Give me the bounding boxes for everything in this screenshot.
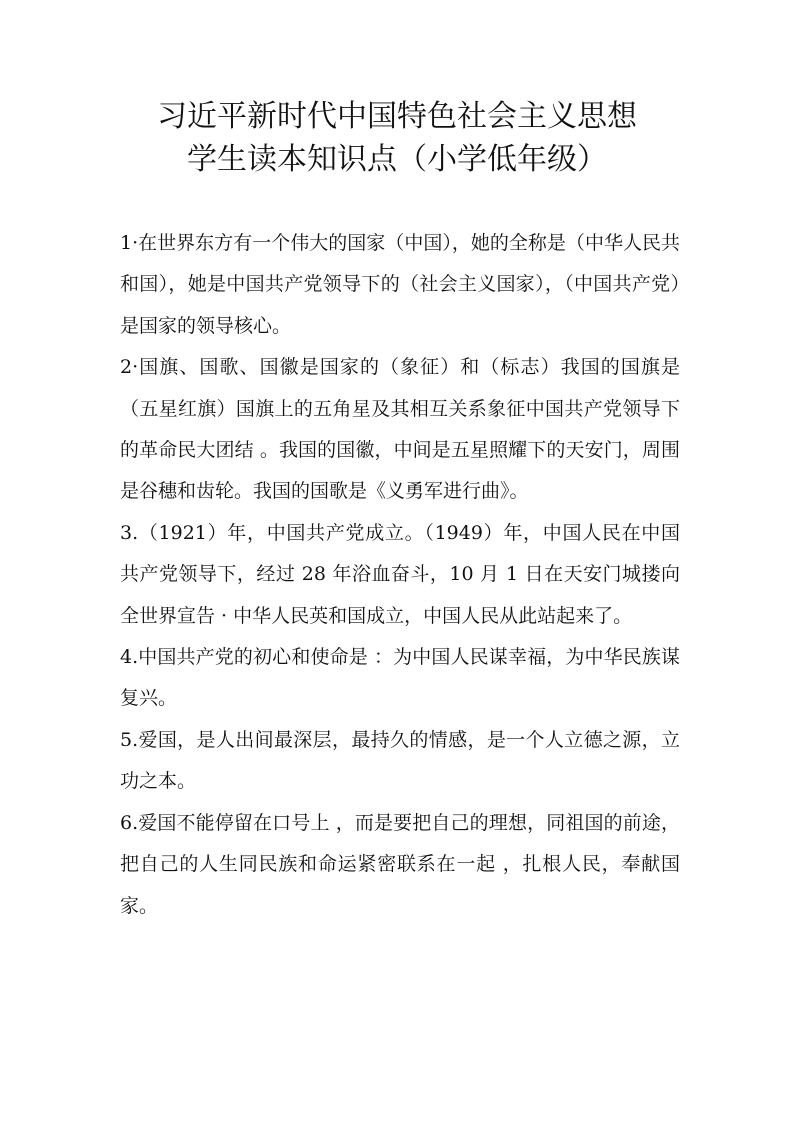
paragraph-5: 5.爱国，是人出间最深层，最持久的情感，是一个人立德之源，立功之本。 bbox=[120, 728, 680, 793]
document-title-line-2: 学生读本知识点（小学低年级） bbox=[187, 142, 607, 177]
paragraph-2: 2·国旗、国歌、国徽是国家的（象征）和（标志）我国的国旗是（五星红旗）国旗上的五角星及其相互关系象征中国共产党领导下的革命民大团结 。我国的国徽，中间是五星照耀下的天安门，周围是谷穗和齿轮。我国的国歌是《义勇军进行曲》。 bbox=[120, 356, 680, 503]
paragraph-6: 6.爱国不能停留在口号上 ，而是要把自己的理想，同祖国的前途，把自己的人生同民族和命运紧密联系在一起 ，扎根人民，奉献国家。 bbox=[120, 811, 680, 917]
document-title-line-1: 习近平新时代中国特色社会主义思想 bbox=[157, 99, 637, 134]
document-body bbox=[120, 223, 680, 927]
paragraph-3: 3.（1921）年，中国共产党成立。（1949）年，中国人民在中国共产党领导下，经过 28 年浴血奋斗，10 月 1 日在天安门城搂向全世界宣告 · 中华人民英和国成立，中国人民从此站起来了。 bbox=[120, 521, 680, 627]
paragraph-4: 4.中国共产党的初心和使命是 ：为中国人民谋幸福，为中华民族谋复兴。 bbox=[120, 646, 680, 710]
paragraph-1: 1·在世界东方有一个伟大的国家（中国），她的全称是（中华人民共和国），她是中国共产党领导下的（社会主义国家），（中国共产党）是国家的领导核心。 bbox=[120, 232, 680, 337]
